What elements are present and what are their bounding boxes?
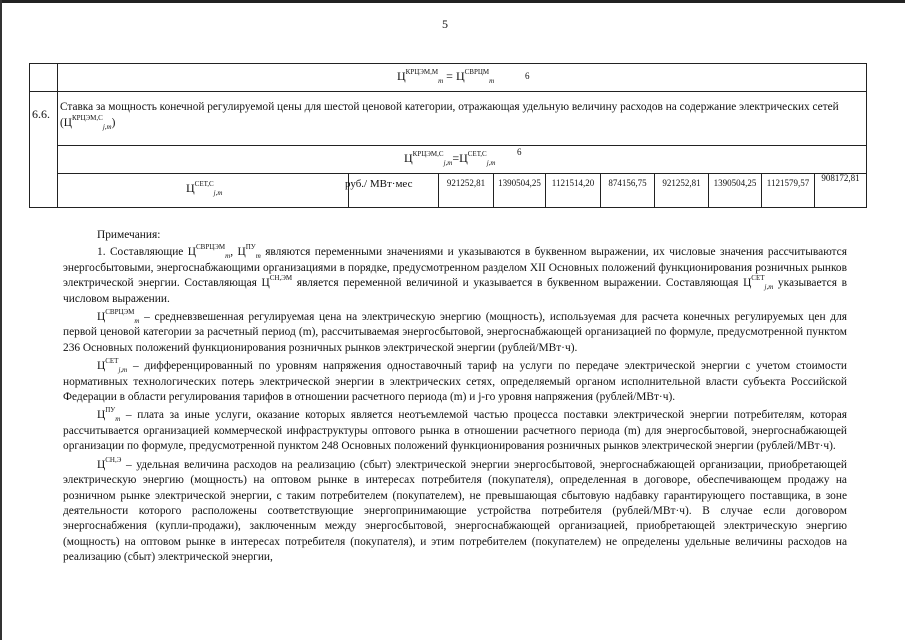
row-number: 6.6. [32, 107, 50, 121]
note-paragraph: 1. Составляющие $Ц^{СВРЦЭМ}_m$, $Ц^{ПУ}_m$ являются переменными значениями и указываются в буквенном выражении, их числовые значения рассчитываются энергосбытовыми, энергоснабжающими организациями в порядке, предусмотренном разделом XII Основных положений функционирования розничных рынков электрической энергии. Составляющая $Ц^{СН,ЭМ}$ является переменной величиной и указывается в буквенном выражении. Составляющая $Ц^{СЕТ}_{j,m}$ указывается в числовом выражении. [63, 243, 847, 305]
row-description: Ставка за мощность конечной регулируемой цены для шестой ценовой категории, отражающая удельную величину расходов на содержание электрических сетей $(Ц^{КРЦЭМ,С}_{j,m})$ [60, 101, 839, 131]
definition-paragraph: $Ц^{СН,Э}$ – удельная величина расходов на реализацию (сбыт) электрической энергии энергосбытовой, энергоснабжающей организации, приобретающей электрическую энергию (мощность) на оптовом рынке в интересах потребителя (покупателя), определенная в договоре, обеспечивающем продажу на розничном рынке электрической энергии, с таким потребителем (покупателем), не превышающая сбытовую надбавку гарантирующего поставщика, в зоне деятельности которого расположены соответствующие энергопринимающие устройства потребителя (рублей/МВт·ч). В случае если договором энергоснабжения (купли-продажи), заключенным между энергосбытовой, энергоснабжающей организацией, приобретающей электрическую энергию (мощность) на оптовом рынке в интересах потребителя (покупателя), и этим потребителем (покупателем) не определены удельные величины расходов на реализацию (сбыт) электрической энергии, [63, 455, 847, 564]
table-rule [29, 63, 30, 208]
table-rule [29, 91, 867, 92]
value-cell: 1121514,20 [551, 178, 595, 188]
table-rule [57, 63, 58, 208]
table-rule [57, 173, 867, 174]
value-cell: 1390504,25 [713, 178, 757, 188]
tariff-table [29, 63, 867, 208]
definition-paragraph: $Ц^{ПУ}_m$ – плата за иные услуги, оказание которых является неотъемлемой частью процесса поставки электрической энергии потребителям, которая рассчитывается организацией коммерческой инфраструктуры оптового рынка в отношении расчетного периода (m) для энергосбытовой, энергоснабжающей организации по формуле, предусмотренной пунктом 248 Основных положений функционирования розничных рынков электрической энергии (рублей/МВт·ч). [63, 406, 847, 453]
table-rule [29, 63, 867, 64]
table-rule [57, 145, 867, 146]
value-cell: 908172,81 [821, 173, 860, 183]
value-cell: 1390504,25 [498, 178, 541, 188]
table-rule [866, 63, 867, 208]
value-cell: 921252,81 [662, 178, 701, 188]
value-cell: 874156,75 [608, 178, 647, 188]
value-row-unit: руб./ МВт·мес [345, 178, 413, 190]
value-row-label: $Ц^{СЕТ,С}_{j,m}$ [186, 180, 223, 197]
formula-top: $Ц^{КРЦЭМ,М}_m = Ц^{СВРЦМ}_m$ [397, 68, 495, 85]
page-number: 5 [442, 17, 448, 31]
notes-title: Примечания: [97, 229, 161, 241]
value-cell: 1121579,57 [766, 178, 810, 188]
notes-section [63, 228, 847, 566]
footnote-marker: 6 [517, 147, 522, 157]
footnote-marker: 6 [525, 71, 530, 81]
definition-paragraph: $Ц^{СВРЦЭМ}_m$ – средневзвешенная регулируемая цена на электрическую энергию (мощность), используемая для расчета конечных регулируемых цен для первой ценовой категории за расчетный период (m), рассчитываемая энергосбытовой, энергоснабжающей организацией по формуле, предусмотренной пунктом 236 Основных положений функционирования розничных рынков электрической энергии (рублей/МВт·ч). [63, 308, 847, 354]
definition-paragraph: $Ц^{СЕТ}_{j,m}$ – дифференцированный по уровням напряжения одноставочный тариф на услуги по передаче электрической энергии с учетом стоимости нормативных технологических потерь электрической энергии в электрических сетях, определяемый органом исполнительной власти субъекта Российской Федерации в области регулирования тарифов в отношении расчетного периода (m) и j-го уровня напряжения (рублей/МВт·ч). [63, 357, 847, 404]
scan-edge [0, 0, 905, 3]
value-cell: 921252,81 [446, 178, 486, 188]
table-rule [29, 207, 867, 208]
scan-edge [0, 0, 2, 640]
formula-mid: $Ц^{КРЦЭМ,С}_{j,m}=Ц^{СЕТ,С}_{j,m}$ [404, 150, 496, 167]
